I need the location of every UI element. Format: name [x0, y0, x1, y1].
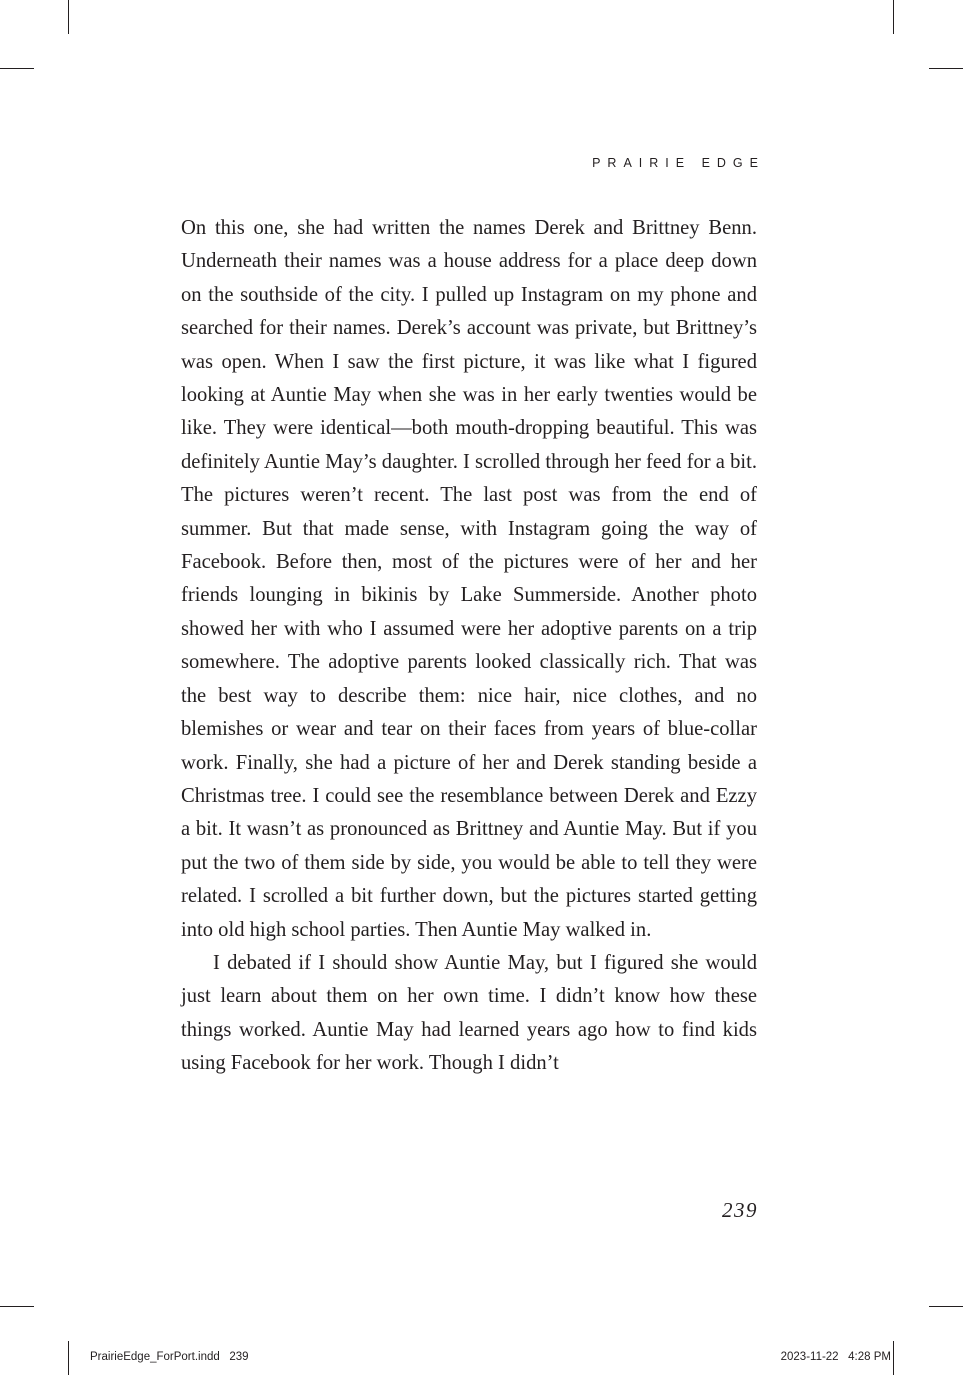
crop-mark-bottom-left	[68, 1341, 69, 1375]
body-text	[181, 212, 757, 1081]
paragraph: I debated if I should show Auntie May, but I figured she would just learn about them on her own time. I didn’t know how these things worked. Auntie May had learned years ago how to find kids using Facebook for her work. Though I didn’t	[181, 951, 757, 1075]
crop-mark-bottom-right	[893, 1341, 894, 1375]
crop-mark-left-bottom	[0, 1306, 34, 1307]
crop-mark-right-bottom	[929, 1306, 963, 1307]
crop-mark-left-top	[0, 68, 34, 69]
crop-mark-top-right	[893, 0, 894, 34]
running-head: PRAIRIE EDGE	[592, 156, 765, 170]
page-number: 239	[722, 1198, 758, 1222]
paragraph: On this one, she had written the names Derek and Brittney Benn. Underneath their names was a house address for a place deep down on the southside of the city. I pulled up Instagram on my phone and searched for their names. Derek’s account was private, but Brittney’s was open. When I saw the first picture, it was like what I figured looking at Auntie May when she was in her early twenties would be like. They were identical—both mouth-dropping beautiful. This was definitely Auntie May’s daughter. I scrolled through her feed for a bit. The pictures weren’t recent. The last post was from the end of summer. But that made sense, with Instagram going the way of Facebook. Before then, most of the pictures were of her and her friends lounging in bikinis by Lake Summerside. Another photo showed her with who I assumed were her adoptive parents on a trip somewhere. The adoptive parents looked classically rich. That was the best way to describe them: nice hair, nice clothes, and no blemishes or wear and tear on their faces from years of blue-collar work. Finally, she had a picture of her and Derek standing beside a Christmas tree. I could see the resemblance between Derek and Ezzy a bit. It wasn’t as pronounced as Brittney and Auntie May. But if you put the two of them side by side, you would be able to tell they were related. I scrolled a bit further down, but the pictures started getting into old high school parties. Then Auntie May walked in.	[181, 217, 757, 941]
slug-timestamp: 2023-11-22 4:28 PM	[780, 1351, 891, 1363]
crop-mark-top-left	[68, 0, 69, 34]
slug-file-info: PrairieEdge_ForPort.indd 239	[90, 1351, 249, 1363]
crop-mark-right-top	[929, 68, 963, 69]
